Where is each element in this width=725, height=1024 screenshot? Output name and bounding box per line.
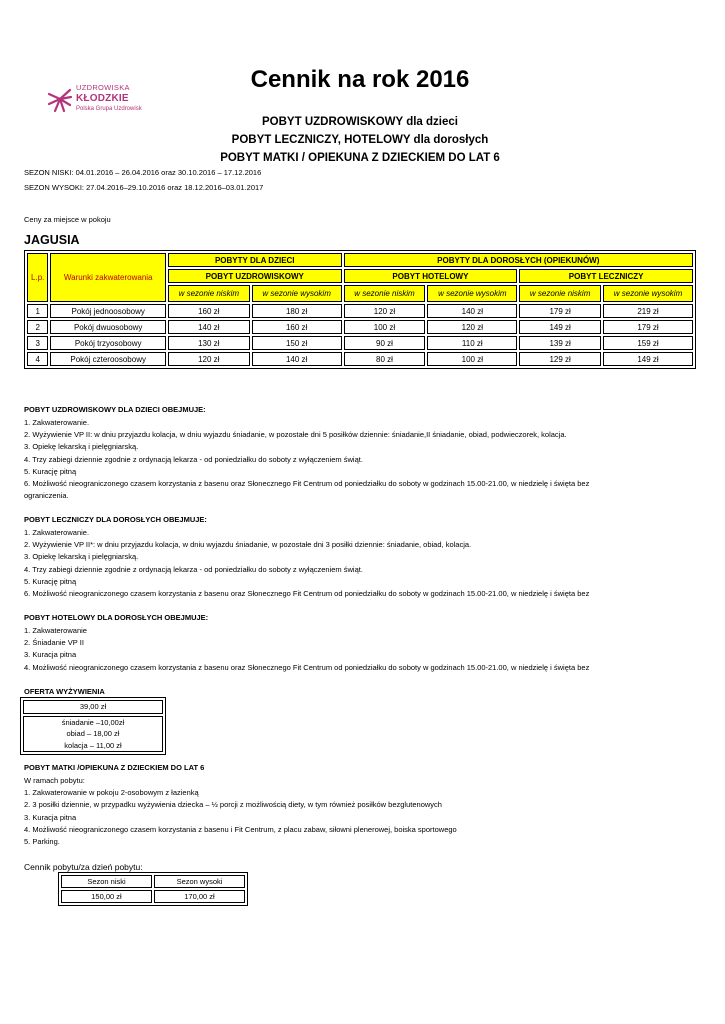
meal-total: 39,00 zł xyxy=(23,700,163,714)
section-hotel-list xyxy=(24,625,704,674)
row-value: 110 zł xyxy=(427,336,517,350)
header-season-high: w sezonie wysokim xyxy=(427,285,517,302)
list-item: 3. Kuracja pitna xyxy=(24,650,77,660)
list-item: 2. Wyżywienie VP II: w dniu przyjazdu kolacja, w dniu wyjazdu śniadanie, w pozostałe dni 5 posiłków dziennie: śniadanie,II śniadanie, obiad, podwieczorek, kolacja. xyxy=(24,430,567,440)
row-lp: 1 xyxy=(27,304,48,318)
list-item: 4. Możliwość nieograniczonego czasem korzystania z basenu oraz Słonecznego Fit Centrum od poniedziałku do soboty w godzinach 15.00-21.00, w niedzielę i święta bez xyxy=(24,662,590,672)
list-item: 3. Kuracja pitna xyxy=(24,812,77,822)
list-item: 2. Śniadanie VP II xyxy=(24,638,84,648)
list-item: 6. Możliwość nieograniczonego czasem korzystania z basenu oraz Słonecznego Fit Centrum od poniedziałku do soboty w godzinach 15.00-21.00, w niedzielę i święta bez xyxy=(24,479,590,489)
day-price-label: Cennik pobytu/za dzień pobytu: xyxy=(24,862,143,872)
season-high-dates: SEZON WYSOKI: 27.04.2016–29.10.2016 oraz 18.12.2016–03.01.2017 xyxy=(24,183,264,192)
day-price-value-low: 150,00 zł xyxy=(61,890,152,903)
row-value: 100 zł xyxy=(427,352,517,366)
row-value: 120 zł xyxy=(168,352,250,366)
day-price-table xyxy=(58,872,248,906)
list-item: 4. Trzy zabiegi dziennie zgodnie z ordynacją lekarza - od poniedziałku do soboty z wyłączeniem świąt. xyxy=(24,454,363,464)
subtitle-1: POBYT UZDROWISKOWY dla dzieci xyxy=(262,116,458,128)
meal-offer-heading: OFERTA WYŻYWIENIA xyxy=(24,687,105,696)
section-medical-list xyxy=(24,527,704,600)
row-value: 149 zł xyxy=(519,320,601,334)
header-hotelowy: POBYT HOTELOWY xyxy=(344,269,518,283)
list-item: 1. Zakwaterowanie. xyxy=(24,418,90,427)
row-value: 179 zł xyxy=(519,304,601,318)
header-season-high: w sezonie wysokim xyxy=(603,285,693,302)
list-item: 1. Zakwaterowanie. xyxy=(24,528,90,537)
header-season-low: w sezonie niskim xyxy=(519,285,601,302)
meal-offer-table xyxy=(20,697,166,755)
list-item: 3. Opiekę lekarską i pielęgniarską. xyxy=(24,442,139,452)
subtitle-2: POBYT LECZNICZY, HOTELOWY dla dorosłych xyxy=(231,134,489,146)
header-adults: POBYTY DLA DOROSŁYCH (OPIEKUNÓW) xyxy=(344,253,693,267)
row-value: 100 zł xyxy=(344,320,426,334)
section-mother-heading: POBYT MATKI /OPIEKUNA Z DZIECKIEM DO LAT 6 xyxy=(24,763,205,772)
row-value: 149 zł xyxy=(603,352,693,366)
meal-lunch: obiad – 18,00 zł xyxy=(66,729,120,738)
list-item: 1. Zakwaterowanie w pokoju 2-osobowym z łazienką xyxy=(24,788,199,798)
section-mother-list xyxy=(24,775,704,848)
table-row xyxy=(27,352,693,366)
row-value: 140 zł xyxy=(252,352,342,366)
row-name: Pokój dwuosobowy xyxy=(50,320,165,334)
row-value: 160 zł xyxy=(168,304,250,318)
meal-dinner: kolacja – 11,00 zł xyxy=(64,740,122,750)
row-value: 90 zł xyxy=(344,336,426,350)
list-item: 1. Zakwaterowanie xyxy=(24,626,87,635)
row-value: 120 zł xyxy=(344,304,426,318)
section-children-heading: POBYT UZDROWISKOWY DLA DZIECI OBEJMUJE: xyxy=(24,405,206,414)
list-item: 2. 3 posiłki dziennie, w przypadku wyżywienia dziecka – ½ porcji z możliwością diety, w tym również posiłków bezglutenowych xyxy=(24,800,442,810)
row-value: 139 zł xyxy=(519,336,601,350)
list-item: 5. Kurację pitną xyxy=(24,466,77,476)
price-table xyxy=(24,250,696,369)
section-hotel-heading: POBYT HOTELOWY DLA DOROSŁYCH OBEJMUJE: xyxy=(24,613,209,622)
row-value: 80 zł xyxy=(344,352,426,366)
header-season-low: w sezonie niskim xyxy=(168,285,250,302)
list-item: 4. Możliwość nieograniczonego czasem korzystania z basenu i Fit Centrum, z placu zabaw, siłowni plenerowej, boiska sportowego xyxy=(24,824,457,834)
row-value: 179 zł xyxy=(603,320,693,334)
table-row xyxy=(27,320,693,334)
row-lp: 2 xyxy=(27,320,48,334)
row-lp: 3 xyxy=(27,336,48,350)
row-value: 180 zł xyxy=(252,304,342,318)
section-children-list xyxy=(24,417,704,502)
subtitle-3: POBYT MATKI / OPIEKUNA Z DZIECKIEM DO LAT 6 xyxy=(220,152,500,164)
logo-line-3: Polska Grupa Uzdrowisk xyxy=(76,106,142,112)
row-value: 159 zł xyxy=(603,336,693,350)
row-value: 140 zł xyxy=(427,304,517,318)
list-item: W ramach pobytu: xyxy=(24,776,85,785)
header-uzdrowiskowy: POBYT UZDROWISKOWY xyxy=(168,269,342,283)
prices-note: Ceny za miejsce w pokoju xyxy=(24,215,111,224)
header-season-low: w sezonie niskim xyxy=(344,285,426,302)
row-value: 160 zł xyxy=(252,320,342,334)
list-item: 5. Parking. xyxy=(24,837,60,847)
list-item: 2. Wyżywienie VP II*: w dniu przyjazdu kolacja, w dniu wyjazdu śniadanie, w pozostałe dni 3 posiłki dziennie: śniadanie, obiad, kolacja. xyxy=(24,540,472,550)
logo-burst-icon xyxy=(46,82,74,116)
season-low-dates: SEZON NISKI: 04.01.2016 – 26.04.2016 oraz 30.10.2016 – 17.12.2016 xyxy=(24,168,262,177)
list-item: 4. Trzy zabiegi dziennie zgodnie z ordynacją lekarza - od poniedziałku do soboty z wyłączeniem świąt. xyxy=(24,564,363,574)
page-title: Cennik na rok 2016 xyxy=(250,66,470,93)
logo-line-1: UZDROWISKA xyxy=(76,83,130,92)
row-value: 129 zł xyxy=(519,352,601,366)
row-name: Pokój trzyosobowy xyxy=(50,336,165,350)
list-item: ograniczenia. xyxy=(24,491,69,501)
row-lp: 4 xyxy=(27,352,48,366)
header-conditions: Warunki zakwaterowania xyxy=(50,253,165,302)
table-row xyxy=(27,304,693,318)
row-name: Pokój czteroosobowy xyxy=(50,352,165,366)
day-price-value-high: 170,00 zł xyxy=(154,890,245,903)
row-value: 150 zł xyxy=(252,336,342,350)
list-item: 6. Możliwość nieograniczonego czasem korzystania z basenu oraz Słonecznego Fit Centrum od poniedziałku do soboty w godzinach 15.00-21.00, w niedzielę i święta bez xyxy=(24,589,590,599)
building-name: JAGUSIA xyxy=(24,233,80,247)
row-value: 130 zł xyxy=(168,336,250,350)
header-lp: L.p. xyxy=(27,253,48,302)
row-name: Pokój jednoosobowy xyxy=(50,304,165,318)
list-item: 3. Opiekę lekarską i pielęgniarską. xyxy=(24,552,139,562)
header-leczniczy: POBYT LECZNICZY xyxy=(519,269,693,283)
header-season-high: w sezonie wysokim xyxy=(252,285,342,302)
day-price-header-low: Sezon niski xyxy=(61,875,152,888)
row-value: 120 zł xyxy=(427,320,517,334)
header-children: POBYTY DLA DZIECI xyxy=(168,253,342,267)
meal-breakdown xyxy=(23,716,163,753)
section-medical-heading: POBYT LECZNICZY DLA DOROSŁYCH OBEJMUJE: xyxy=(24,515,207,524)
logo-line-2: KŁODZKIE xyxy=(76,93,129,104)
row-value: 219 zł xyxy=(603,304,693,318)
table-row xyxy=(27,336,693,350)
list-item: 5. Kurację pitną xyxy=(24,576,77,586)
meal-breakfast: śniadanie –10,00zł xyxy=(61,717,125,727)
logo xyxy=(46,80,176,120)
row-value: 140 zł xyxy=(168,320,250,334)
day-price-header-high: Sezon wysoki xyxy=(154,875,245,888)
